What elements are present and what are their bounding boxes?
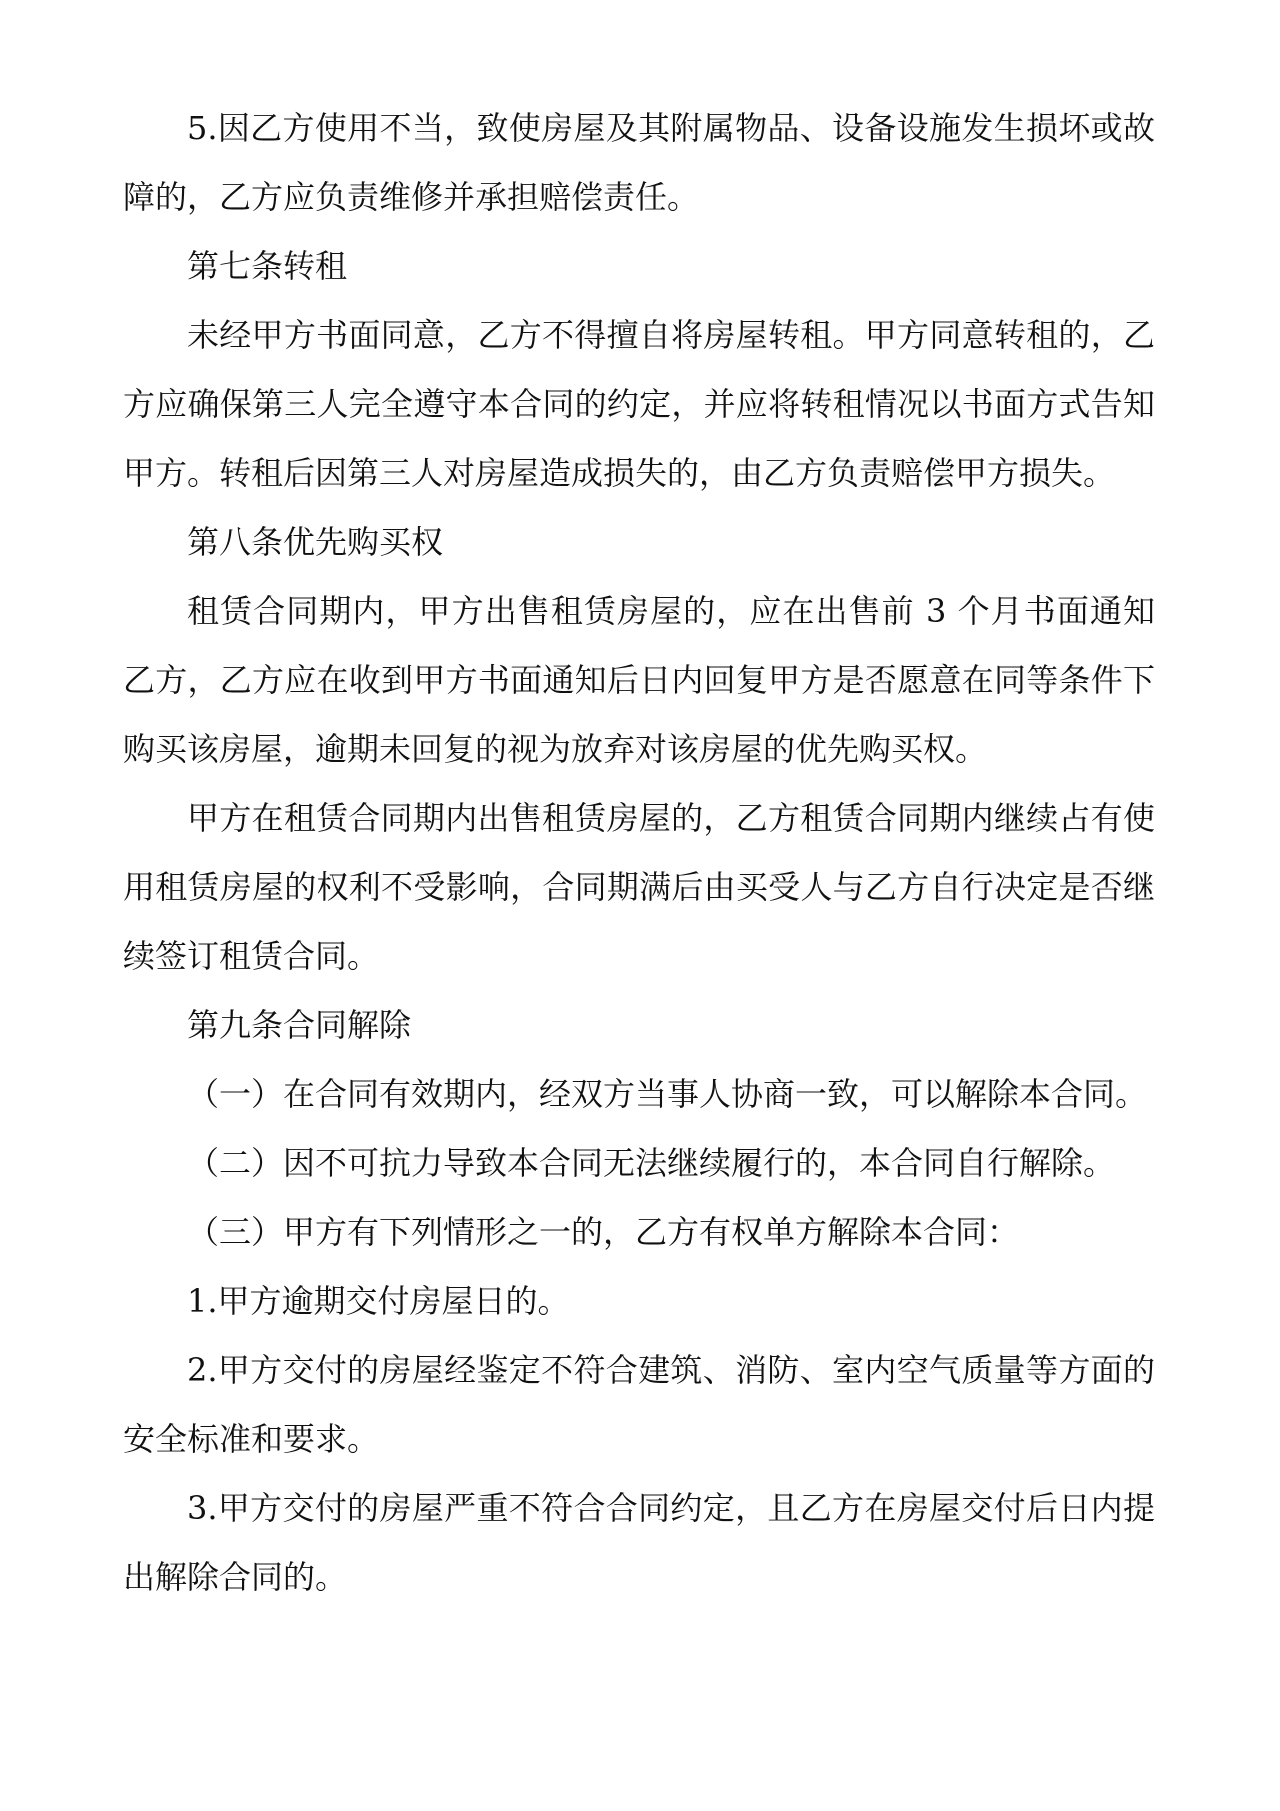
heading-article-9: 第九条合同解除: [187, 1006, 412, 1044]
list-item-3: 3.甲方交付的房屋严重不符合合同约定，且乙方在房屋交付后日内提出解除合同的。: [123, 1489, 1155, 1596]
list-item-1: 1.甲方逾期交付房屋日的。: [187, 1282, 570, 1320]
heading-article-8: 第八条优先购买权: [187, 523, 444, 561]
paragraph-sale-during-lease: 甲方在租赁合同期内出售租赁房屋的，乙方租赁合同期内继续占有使用租赁房屋的权利不受影响，合同期满后由买受人与乙方自行决定是否继续签订租赁合同。: [123, 799, 1155, 975]
paragraph-clause-5: 5.因乙方使用不当，致使房屋及其附属物品、设备设施发生损坏或故障的，乙方应负责维修并承担赔偿责任。: [123, 109, 1155, 216]
paragraph-termination-1: （一）在合同有效期内，经双方当事人协商一致，可以解除本合同。: [187, 1075, 1148, 1113]
paragraph-sublease: 未经甲方书面同意，乙方不得擅自将房屋转租。甲方同意转租的，乙方应确保第三人完全遵守本合同的约定，并应将转租情况以书面方式告知甲方。转租后因第三人对房屋造成损失的，由乙方负责赔偿甲方损失。: [123, 316, 1155, 492]
paragraph-termination-3: （三）甲方有下列情形之一的，乙方有权单方解除本合同：: [187, 1213, 1020, 1251]
list-item-2: 2.甲方交付的房屋经鉴定不符合建筑、消防、室内空气质量等方面的安全标准和要求。: [123, 1351, 1155, 1458]
heading-article-7: 第七条转租: [187, 247, 348, 285]
paragraph-termination-2: （二）因不可抗力导致本合同无法继续履行的，本合同自行解除。: [187, 1144, 1116, 1182]
document-body: [123, 94, 1155, 1612]
paragraph-preemption: 租赁合同期内，甲方出售租赁房屋的，应在出售前 3 个月书面通知乙方，乙方应在收到甲方书面通知后日内回复甲方是否愿意在同等条件下购买该房屋，逾期未回复的视为放弃对该房屋的优先购买权。: [123, 592, 1155, 768]
